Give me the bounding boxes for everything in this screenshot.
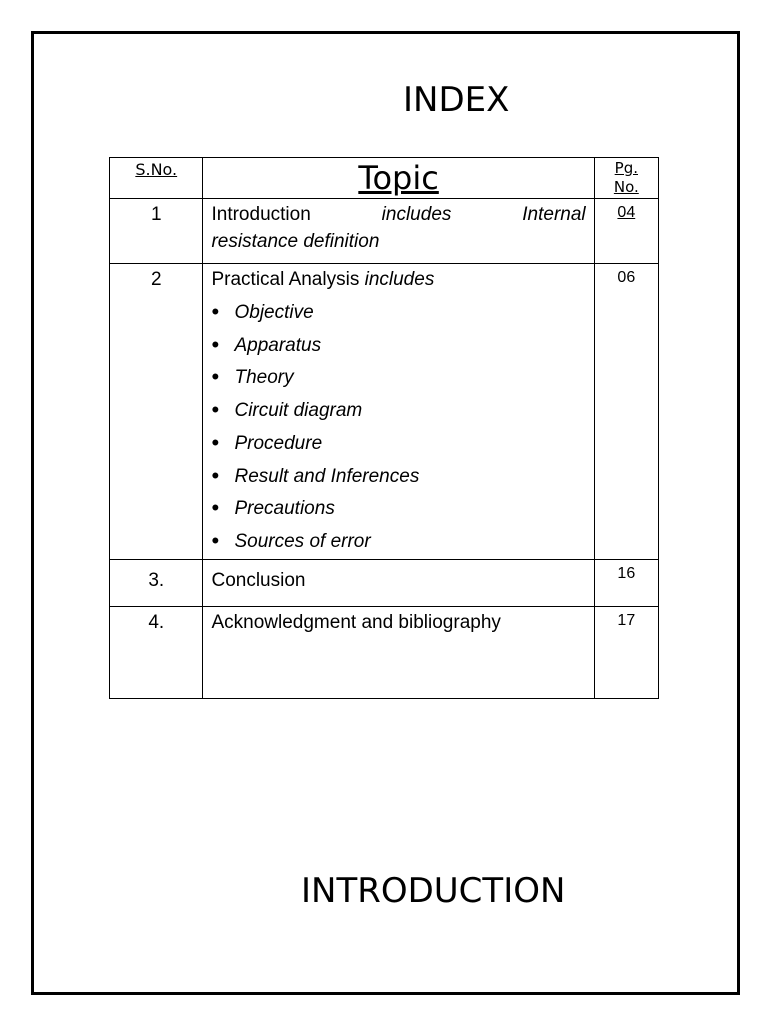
header-page-line1: Pg.: [614, 159, 638, 177]
header-sno: S.No.: [110, 158, 203, 199]
row-topic: [203, 199, 594, 264]
topic-text: Practical Analysis: [211, 269, 365, 290]
row-sno: 1: [110, 199, 203, 264]
bullet-item: • Circuit diagram: [211, 395, 585, 428]
bullet-item: • Precautions: [211, 493, 585, 526]
topic-line-2: resistance definition: [211, 231, 380, 252]
topic-line-1: [211, 199, 585, 228]
header-page-no: [594, 158, 658, 199]
topic-line-1: [211, 264, 585, 293]
topic-word: Internal: [522, 204, 586, 225]
topic-bullet-list: [211, 297, 585, 559]
index-title: INDEX: [403, 80, 510, 120]
row-page: 04: [594, 199, 658, 264]
table-row: [110, 199, 659, 264]
row-topic: Acknowledgment and bibliography: [203, 606, 594, 698]
bullet-item: • Procedure: [211, 428, 585, 461]
table-header-row: [110, 158, 659, 199]
table-row: [110, 559, 659, 606]
header-page-line2: No.: [613, 178, 639, 196]
row-page: 16: [594, 559, 658, 606]
index-table: [109, 157, 659, 699]
row-page: 17: [594, 606, 658, 698]
table-row: [110, 264, 659, 560]
bullet-item: • Objective: [211, 297, 585, 330]
row-sno: 3.: [110, 559, 203, 606]
row-sno: 2: [110, 264, 203, 560]
bullet-item: • Theory: [211, 362, 585, 395]
row-sno: 4.: [110, 606, 203, 698]
bullet-item: • Apparatus: [211, 330, 585, 363]
topic-text-italic: includes: [364, 269, 435, 290]
table-row: [110, 606, 659, 698]
header-topic: Topic: [203, 158, 594, 199]
topic-word: includes: [381, 204, 452, 225]
row-topic: [203, 264, 594, 560]
bullet-item: • Sources of error: [211, 526, 585, 559]
introduction-heading: INTRODUCTION: [301, 871, 566, 911]
topic-word: Introduction: [211, 204, 311, 225]
row-topic: Conclusion: [203, 559, 594, 606]
bullet-item: • Result and Inferences: [211, 461, 585, 494]
row-page: 06: [594, 264, 658, 560]
